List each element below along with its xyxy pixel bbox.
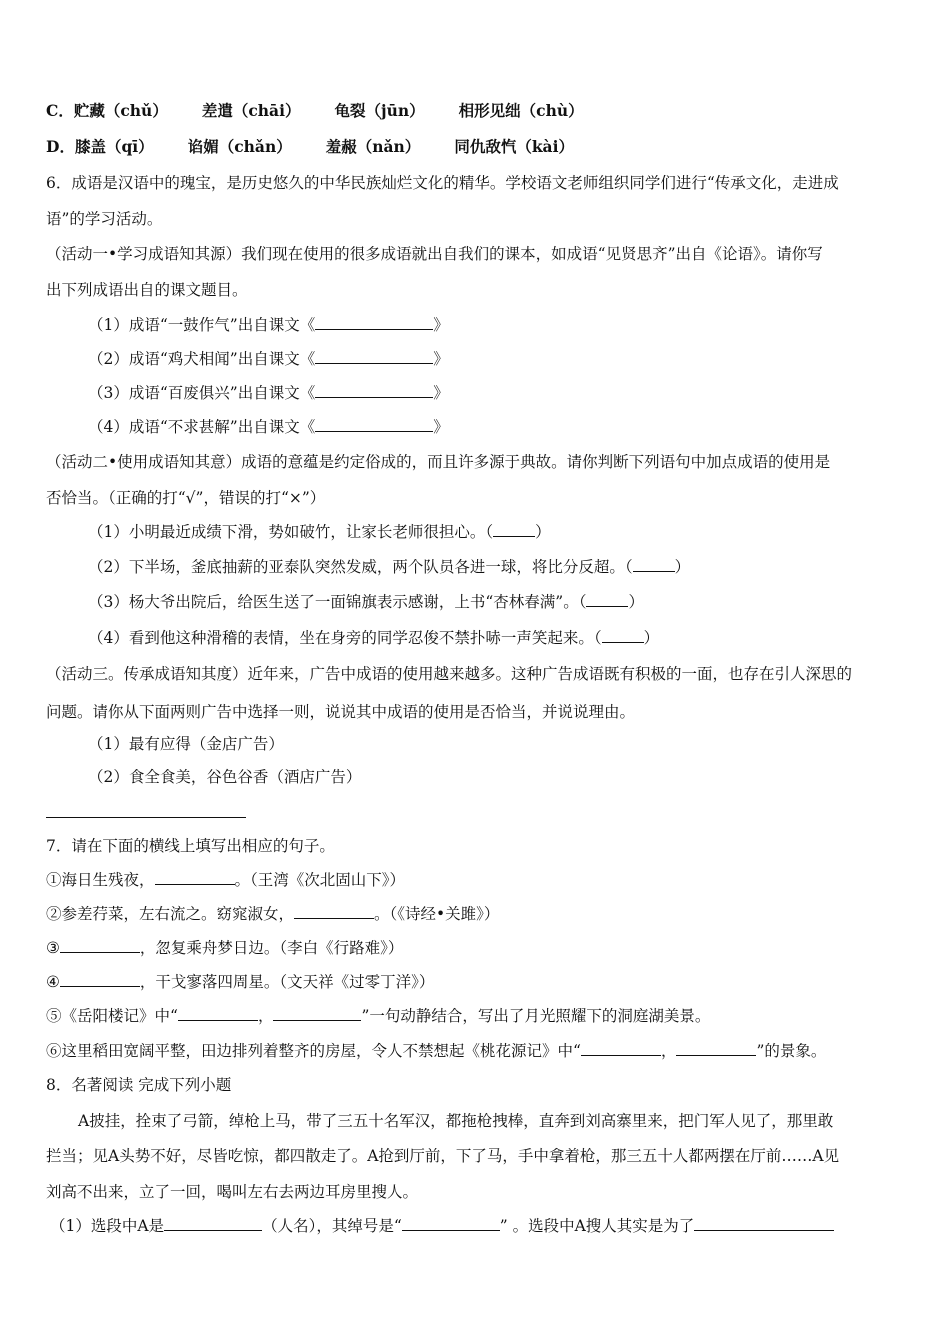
answer-blank[interactable]	[294, 904, 374, 919]
q7-line4: ④ ，干戈寥落四周星。（文天祥《过零丁洋》）	[46, 973, 435, 991]
q6-activity2-item: （1）小明最近成绩下滑，势如破竹，让家长老师很担心。（ ）	[88, 523, 551, 541]
q5-option-c: C．贮藏（chǔ） 差遣（chāi） 龟裂（jūn） 相形见绌（chù）	[46, 101, 584, 120]
q7-line3: ③ ，忽复乘舟梦日边。（李白《行路难》）	[46, 939, 404, 957]
q8-passage-line1: A披挂，拴束了弓箭，绰枪上马，带了三五十名军汉，都拖枪拽棒，直奔到刘高寨里来，把门军人见了，那里敢	[78, 1112, 834, 1130]
answer-blank[interactable]	[155, 870, 235, 885]
answer-blank[interactable]	[694, 1216, 834, 1231]
q6-activity1-item: （3）成语“百废俱兴”出自课文《 》	[88, 384, 449, 402]
answer-blank[interactable]	[60, 972, 140, 987]
q6-intro-line1: 6．成语是汉语中的瑰宝，是历史悠久的中华民族灿烂文化的精华。学校语文老师组织同学们进行“传承文化，走进成	[46, 174, 839, 192]
answer-blank[interactable]	[315, 315, 433, 330]
q7-line2: ②参差荇菜，左右流之。窈窕淑女， 。（《诗经•关雎》）	[46, 905, 500, 923]
q6-activity2-item: （4）看到他这种滑稽的表情，坐在身旁的同学忍俊不禁扑哧一声笑起来。（ ）	[88, 629, 660, 647]
q6-activity2-line2: 否恰当。（正确的打“√”，错误的打“×”）	[46, 489, 326, 507]
q6-activity1-item: （4）成语“不求甚解”出自课文《 》	[88, 418, 449, 436]
q6-activity2-item: （2）下半场，釜底抽薪的亚泰队突然发威，两个队员各进一球，将比分反超。（ ）	[88, 558, 691, 576]
q6-activity2-line1: （活动二•使用成语知其意）成语的意蕴是约定俗成的，而且许多源于典故。请你判断下列语句中加点成语的使用是	[46, 453, 831, 471]
answer-blank[interactable]	[586, 592, 628, 607]
answer-blank[interactable]	[315, 417, 433, 432]
q8-title: 8．名著阅读 完成下列小题	[46, 1076, 232, 1094]
q7-title: 7．请在下面的横线上填写出相应的句子。	[46, 837, 335, 855]
q6-intro-line2: 语”的学习活动。	[46, 210, 163, 228]
q6-activity1-item: （2）成语“鸡犬相闻”出自课文《 》	[88, 350, 449, 368]
answer-blank[interactable]	[493, 522, 535, 537]
answer-blank[interactable]	[581, 1041, 661, 1056]
q8-passage-line3: 刘高不出来，立了一回，喝叫左右去两边耳房里搜人。	[46, 1183, 419, 1201]
q7-line6: ⑥这里稻田宽阔平整，田边排列着整齐的房屋，令人不禁想起《桃花源记》中“ ， ”的景象。	[46, 1042, 827, 1060]
answer-blank[interactable]	[633, 557, 675, 572]
answer-blank[interactable]	[602, 628, 644, 643]
q8-passage-line2: 拦当；见A头势不好，尽皆吃惊，都四散走了。A抢到厅前，下了马，手中拿着枪，那三五十人都两摆在厅前……A见	[46, 1147, 840, 1165]
q7-line1: ①海日生残夜， 。（王湾《次北固山下》）	[46, 871, 406, 889]
q6-activity3-line1: （活动三。传承成语知其度）近年来，广告中成语的使用越来越多。这种广告成语既有积极的一面，也存在引人深思的	[46, 665, 853, 683]
q5-option-d: D．膝盖（qī） 谄媚（chǎn） 羞赧（nǎn） 同仇敌忾（kài）	[46, 137, 574, 156]
answer-blank[interactable]	[315, 383, 433, 398]
q6-activity3-ad: （1）最有应得（金店广告）	[88, 735, 284, 753]
answer-blank[interactable]	[273, 1006, 361, 1021]
q7-line5: ⑤《岳阳楼记》中“ ， ”一句动静结合，写出了月光照耀下的洞庭湖美景。	[46, 1007, 711, 1025]
q6-activity3-line2: 问题。请你从下面两则广告中选择一则，说说其中成语的使用是否恰当，并说说理由。	[46, 703, 636, 721]
q6-activity1-item: （1）成语“一鼓作气”出自课文《 》	[88, 316, 449, 334]
q8-subquestion1: （1）选段中A是 （人名），其绰号是“ ” 。选段中A搜人其实是为了	[50, 1215, 910, 1237]
q6-activity3-ad: （2）食全食美，谷色谷香（酒店广告）	[88, 768, 362, 786]
answer-blank[interactable]	[60, 938, 140, 953]
answer-blank[interactable]	[676, 1041, 756, 1056]
answer-blank[interactable]	[164, 1216, 262, 1231]
answer-line[interactable]	[46, 817, 246, 818]
q6-activity2-item: （3）杨大爷出院后，给医生送了一面锦旗表示感谢，上书“杏林春满”。（ ）	[88, 593, 644, 611]
answer-blank[interactable]	[402, 1216, 500, 1231]
q6-activity1-line2: 出下列成语出自的课文题目。	[46, 281, 248, 299]
answer-blank[interactable]	[178, 1006, 258, 1021]
answer-blank[interactable]	[315, 349, 433, 364]
q6-activity1-line1: （活动一•学习成语知其源）我们现在使用的很多成语就出自我们的课本，如成语“见贤思齐”出自《论语》。请你写	[46, 245, 823, 263]
